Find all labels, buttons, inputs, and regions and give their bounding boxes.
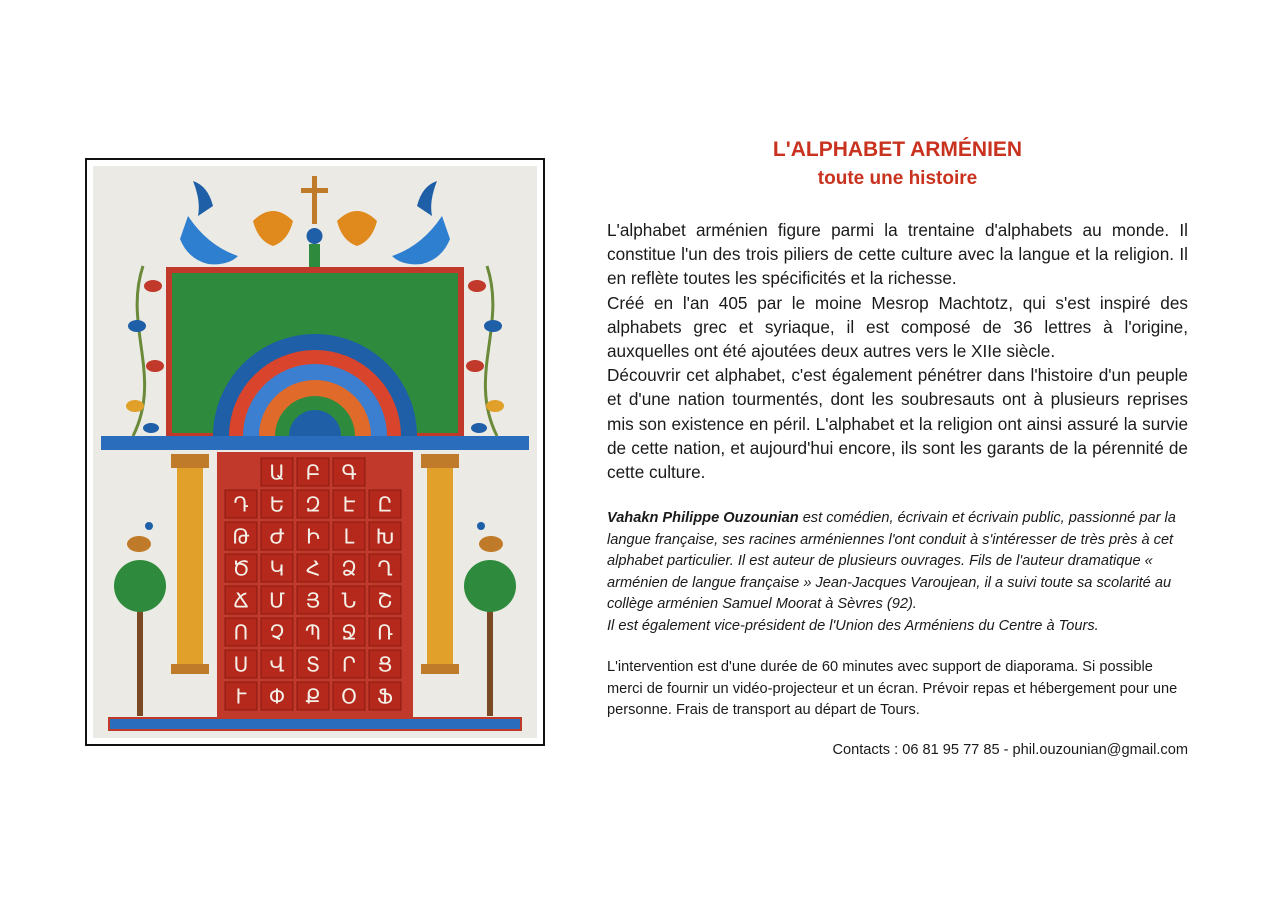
armenian-letter: Ժ <box>269 524 285 549</box>
armenian-letter: Ռ <box>377 620 393 645</box>
armenian-letter: Ս <box>233 652 249 677</box>
info-paragraph: L'intervention est d'une durée de 60 minutes avec support de diaporama. Si possible merci de fournir un vidéo-projecteur et un écran. Prévoir repas et hébergement pour une personne. Frais de transport au départ de Tours. <box>607 659 1178 719</box>
armenian-letter: Տ <box>305 652 321 677</box>
armenian-letter: Վ <box>269 652 285 677</box>
arch-frame <box>169 270 461 436</box>
page-subtitle: toute une histoire <box>817 168 978 189</box>
armenian-letter: Ձ <box>341 556 357 581</box>
intro-paragraph: Découvrir cet alphabet, c'est également pénétrer dans l'histoire d'un peuple et d'une nation tourmentés, dont les soubresauts ont à plusieurs reprises mis son existence en péril. L'alphabet et la religion ont ainsi assuré la survie de cette nation, et aujourd'hui encore, ils sont les garants de la pérennité de cette culture. <box>607 365 1188 483</box>
artwork-frame <box>85 158 545 746</box>
armenian-letter: Ն <box>341 588 357 613</box>
armenian-letter: Ք <box>305 684 321 709</box>
armenian-letter: Օ <box>341 684 357 709</box>
intro-text <box>607 218 1188 484</box>
base-border <box>109 718 521 730</box>
armenian-letter: Չ <box>269 620 285 645</box>
armenian-letter: Շ <box>377 588 393 613</box>
armenian-letter: Ց <box>377 652 393 677</box>
author-bio <box>607 508 1188 637</box>
armenian-letter: Գ <box>341 460 357 485</box>
text-column <box>607 136 1188 761</box>
armenian-letter: Ճ <box>233 588 249 613</box>
armenian-letter: Ո <box>233 620 249 645</box>
armenian-letter: Ը <box>377 492 393 517</box>
armenian-letter: Զ <box>305 492 321 517</box>
cornice <box>101 436 529 450</box>
bio-extra: Il est également vice-président de l'Union des Arméniens du Centre à Tours. <box>607 617 1099 634</box>
armenian-letter: Ա <box>269 460 285 485</box>
armenian-letter: Թ <box>232 524 250 549</box>
armenian-letter: Լ <box>343 524 355 549</box>
armenian-letter: Ծ <box>232 556 250 581</box>
armenian-letter: Կ <box>269 556 285 581</box>
author-name: Vahakn Philippe Ouzounian <box>607 510 799 527</box>
armenian-letter: Է <box>342 492 356 517</box>
bio-paragraph <box>607 508 1188 616</box>
armenian-letter: Ֆ <box>377 684 393 709</box>
armenian-alphabet-illumination <box>93 166 537 738</box>
armenian-letter: Բ <box>305 460 321 485</box>
armenian-letter: Ւ <box>235 684 247 709</box>
armenian-letter: Փ <box>268 684 286 709</box>
armenian-letter: Պ <box>304 620 322 645</box>
armenian-letter: Ե <box>269 492 285 517</box>
armenian-letter: Յ <box>305 588 321 613</box>
armenian-letter: Խ <box>375 524 395 549</box>
armenian-letter: Ր <box>342 652 356 677</box>
armenian-letter: Մ <box>269 588 285 613</box>
contact-line: Contacts : 06 81 95 77 85 - phil.ouzounian@gmail.com <box>832 741 1188 758</box>
armenian-letter: Դ <box>233 492 249 517</box>
armenian-letter: Ջ <box>341 620 357 645</box>
intro-paragraph: Créé en l'an 405 par le moine Mesrop Machtotz, qui s'est inspiré des alphabets grec et syriaque, il est composé de 36 lettres à l'origine, auxquelles ont été ajoutées deux autres vers le XIIe siècle. <box>607 292 1188 362</box>
bio-text: est comédien, écrivain et écrivain public, passionné par la langue française, ses racines arméniennes l'ont conduit à s'intéresser de très près à cet alphabet particulier. Il est auteur de plusieurs ouvrages. Fils de l'auteur dramatique « arménien de langue française » Jean-Jacques Varoujean, il a suivi toute sa scolarité au collège arménien Samuel Moorat à Sèvres (92). <box>607 510 1176 613</box>
intro-paragraph: L'alphabet arménien figure parmi la trentaine d'alphabets au monde. Il constitue l'un des trois piliers de cette culture avec la langue et la religion. Il en reflète toutes les spécificités et la richesse. <box>607 220 1188 289</box>
page-title: L'ALPHABET ARMÉNIEN <box>772 138 1023 161</box>
armenian-letter: Ղ <box>377 556 393 581</box>
armenian-letter: Ի <box>306 524 320 549</box>
practical-info <box>607 657 1188 722</box>
armenian-letter: Հ <box>305 556 321 581</box>
